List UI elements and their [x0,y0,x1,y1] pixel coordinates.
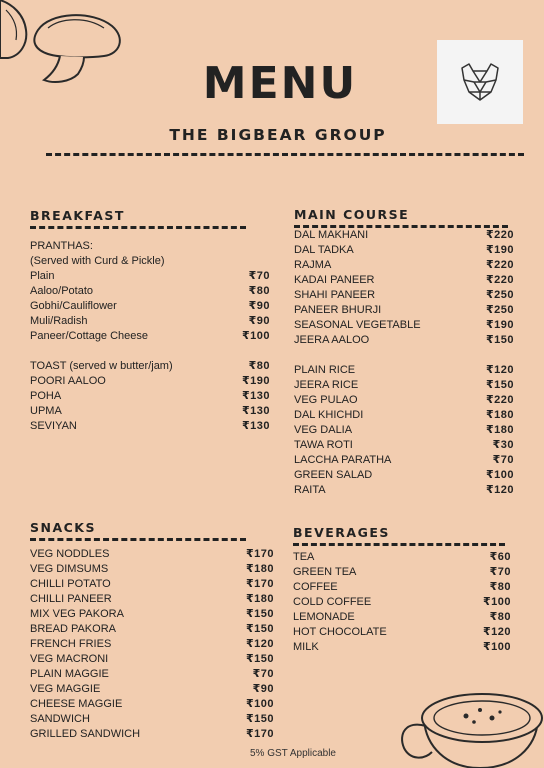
menu-item-price: ₹220 [485,259,514,271]
menu-item-price: ₹120 [245,638,274,650]
menu-item-price: ₹70 [248,270,270,282]
menu-item-name: Plain [30,270,55,282]
page-title: MENU [202,58,358,109]
menu-item-name: Muli/Radish [30,315,88,327]
menu-item-name: COFFEE [293,581,338,593]
menu-item [30,607,274,622]
menu-item [30,389,270,404]
menu-item [293,640,511,655]
main-course-heading: MAIN COURSE [294,207,410,222]
menu-item [294,408,514,423]
menu-item-price: ₹150 [485,334,514,346]
menu-item-name: RAITA [294,484,326,496]
menu-item-name: VEG DIMSUMS [30,563,109,575]
menu-item-name: POORI AALOO [30,375,106,387]
menu-item-name: VEG PULAO [294,394,358,406]
menu-item-price: ₹130 [241,405,270,417]
menu-item-name: RAJMA [294,259,332,271]
gst-note: 5% GST Applicable [250,748,336,759]
menu-item-price: ₹150 [245,713,274,725]
menu-item [293,565,511,580]
menu-item [30,359,270,374]
menu-item-price: ₹150 [245,608,274,620]
menu-item [293,550,511,565]
logo [437,40,523,124]
menu-item-name: DAL KHICHDI [294,409,364,421]
menu-item-price: ₹80 [248,360,270,372]
menu-item-name: PLAIN MAGGIE [30,668,109,680]
menu-item-name: JEERA RICE [294,379,359,391]
menu-item-price: ₹80 [248,285,270,297]
menu-item-price: ₹220 [485,394,514,406]
menu-item-price: ₹90 [248,300,270,312]
menu-item-price: ₹190 [485,244,514,256]
menu-item-price: ₹120 [485,484,514,496]
menu-item-name: LACCHA PARATHA [294,454,392,466]
header-divider [46,153,524,156]
menu-item [293,625,511,640]
menu-item-price: ₹100 [485,469,514,481]
menu-item-name: CHILLI PANEER [30,593,112,605]
menu-item-name: MIX VEG PAKORA [30,608,124,620]
menu-item-price: ₹130 [241,420,270,432]
menu-item [30,547,274,562]
menu-item-name: TEA [293,551,315,563]
list-item: PRANTHAS: [30,240,93,252]
menu-item [30,712,274,727]
menu-item [294,483,514,498]
menu-item [294,423,514,438]
menu-item-name: POHA [30,390,62,402]
menu-item [294,468,514,483]
menu-item [294,378,514,393]
menu-item-name: SANDWICH [30,713,90,725]
menu-item [293,610,511,625]
menu-item-price: ₹100 [245,698,274,710]
snacks-section [30,520,274,742]
restaurant-name: THE BIGBEAR GROUP [169,126,387,144]
menu-item-price: ₹130 [241,390,270,402]
list-item: (Served with Curd & Pickle) [30,255,165,267]
menu-item-name: VEG MACRONI [30,653,109,665]
bear-head-icon [459,62,501,102]
menu-item-price: ₹70 [489,566,511,578]
menu-item-name: Aaloo/Potato [30,285,93,297]
menu-item [30,299,270,314]
menu-item-price: ₹150 [245,653,274,665]
menu-item-price: ₹250 [485,304,514,316]
menu-item-name: GREEN SALAD [294,469,373,481]
breakfast-heading: BREAKFAST [30,208,125,223]
menu-item-name: DAL TADKA [294,244,354,256]
menu-item-price: ₹90 [248,315,270,327]
menu-item-name: TAWA ROTI [294,439,353,451]
menu-item-name: SEASONAL VEGETABLE [294,319,421,331]
menu-item-name: COLD COFFEE [293,596,372,608]
menu-item [294,333,514,348]
menu-item-name: SHAHI PANEER [294,289,376,301]
menu-item-price: ₹220 [485,274,514,286]
menu-item-name: VEG MAGGIE [30,683,101,695]
menu-item-price: ₹180 [485,424,514,436]
menu-item-price: ₹80 [489,611,511,623]
menu-item-price: ₹250 [485,289,514,301]
menu-item-name: DAL MAKHANI [294,229,369,241]
menu-item-price: ₹70 [252,668,274,680]
menu-item-price: ₹100 [482,596,511,608]
menu-item [294,288,514,303]
menu-item-name: FRENCH FRIES [30,638,112,650]
menu-item-name: GREEN TEA [293,566,357,578]
menu-item-price: ₹150 [245,623,274,635]
menu-item [294,393,514,408]
menu-item [293,580,511,595]
menu-item [30,682,274,697]
menu-item-price: ₹100 [241,330,270,342]
menu-item-price: ₹120 [485,364,514,376]
menu-item-name: Gobhi/Cauliflower [30,300,117,312]
menu-item [294,258,514,273]
menu-item-name: PANEER BHURJI [294,304,382,316]
menu-item-price: ₹180 [485,409,514,421]
menu-item [294,453,514,468]
menu-item-price: ₹180 [245,593,274,605]
menu-item [30,419,270,434]
menu-item-name: KADAI PANEER [294,274,375,286]
menu-item [294,438,514,453]
menu-item-price: ₹190 [485,319,514,331]
menu-item-name: UPMA [30,405,62,417]
menu-item-price: ₹180 [245,563,274,575]
menu-item-price: ₹190 [241,375,270,387]
menu-item [30,592,274,607]
menu-item-price: ₹30 [492,439,514,451]
menu-item-name: CHILLI POTATO [30,578,111,590]
menu-item-price: ₹80 [489,581,511,593]
menu-item [30,329,270,344]
menu-item-name: BREAD PAKORA [30,623,116,635]
menu-item-name: VEG DALIA [294,424,353,436]
menu-item-price: ₹120 [482,626,511,638]
menu-item [30,727,274,742]
menu-item-name: MILK [293,641,319,653]
menu-item [294,303,514,318]
beverages-heading: BEVERAGES [293,525,390,540]
menu-item-name: JEERA AALOO [294,334,370,346]
menu-item [30,284,270,299]
menu-item-name: HOT CHOCOLATE [293,626,387,638]
menu-item [30,374,270,389]
menu-item-price: ₹170 [245,548,274,560]
menu-item [30,577,274,592]
menu-item [294,243,514,258]
menu-item-price: ₹170 [245,728,274,740]
menu-item-price: ₹170 [245,578,274,590]
beverages-section [293,525,511,655]
menu-item-price: ₹150 [485,379,514,391]
menu-item [294,363,514,378]
snacks-heading: SNACKS [30,520,97,535]
menu-item-price: ₹220 [485,229,514,241]
menu-item-name: LEMONADE [293,611,355,623]
menu-item-price: ₹100 [482,641,511,653]
menu-item [30,637,274,652]
menu-item [30,562,274,577]
menu-item-name: SEVIYAN [30,420,77,432]
menu-item-name: CHEESE MAGGIE [30,698,123,710]
menu-item-name: GRILLED SANDWICH [30,728,141,740]
menu-item [30,404,270,419]
menu-item [30,667,274,682]
menu-item [30,652,274,667]
breakfast-section [30,208,270,434]
menu-item [30,269,270,284]
main-course-section [294,207,514,498]
menu-item-name: TOAST (served w butter/jam) [30,360,173,372]
menu-item [294,228,514,243]
menu-item [30,622,274,637]
menu-item-price: ₹60 [489,551,511,563]
menu-item [293,595,511,610]
menu-item [30,314,270,329]
menu-item-name: PLAIN RICE [294,364,356,376]
menu-item [294,318,514,333]
menu-item-name: Paneer/Cottage Cheese [30,330,149,342]
menu-item-name: VEG NODDLES [30,548,110,560]
menu-item-price: ₹90 [252,683,274,695]
menu-item [30,697,274,712]
menu-item-price: ₹70 [492,454,514,466]
menu-item [294,273,514,288]
